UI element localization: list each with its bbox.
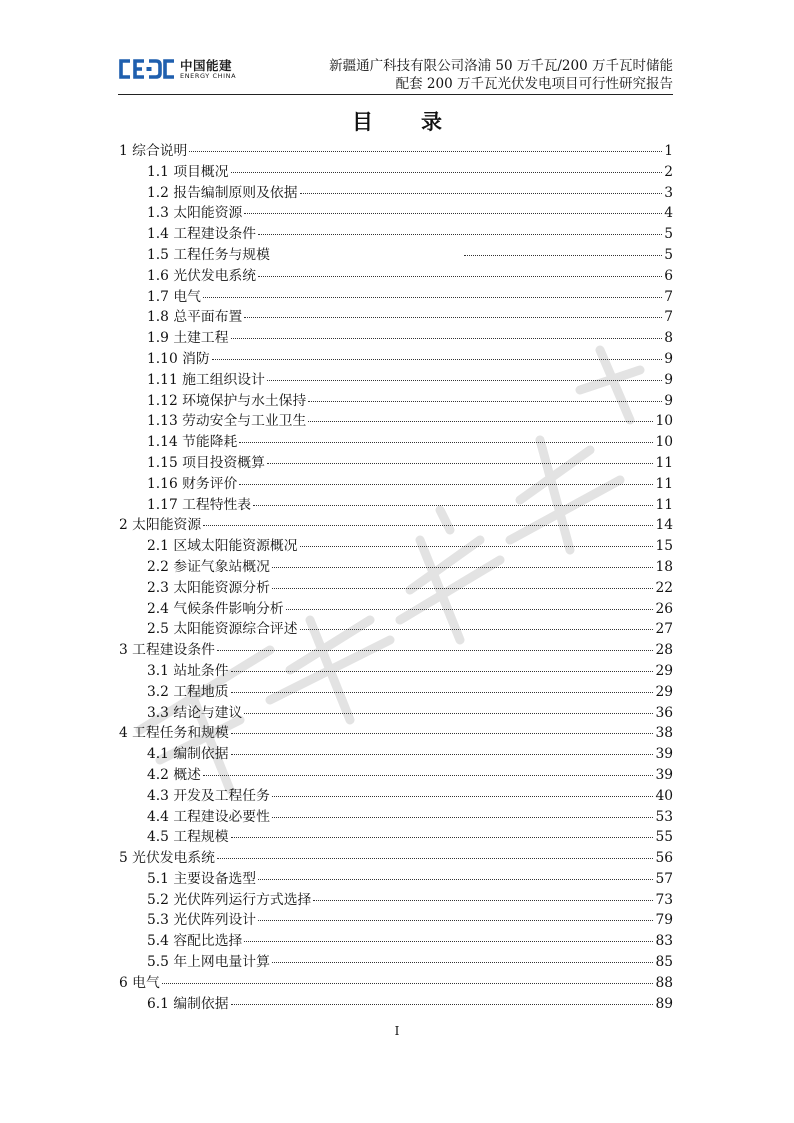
toc-entry[interactable]: [119, 474, 673, 495]
toc-entry[interactable]: [119, 786, 673, 807]
toc-leader-dots: [267, 463, 654, 464]
toc-entry[interactable]: [119, 307, 673, 328]
toc-entry-page: 15: [655, 538, 673, 555]
toc-entry-label: 1.7 电气: [147, 288, 201, 305]
toc-entry-page: 2: [664, 163, 673, 180]
toc-leader-dots: [258, 920, 653, 921]
toc-entry-label: 1.2 报告编制原则及依据: [147, 184, 298, 201]
toc-entry[interactable]: [119, 515, 673, 536]
toc-entry-page: 10: [655, 413, 673, 430]
toc-entry-page: 7: [664, 309, 673, 326]
toc-entry-label: 1.14 节能降耗: [147, 434, 238, 451]
toc-leader-dots: [239, 442, 653, 443]
toc-entry[interactable]: [119, 931, 673, 952]
toc-entry[interactable]: [119, 183, 673, 204]
toc-leader-dots: [286, 609, 654, 610]
toc-entry-page: 36: [655, 704, 673, 721]
toc-leader-dots: [231, 338, 663, 339]
toc-leader-dots: [203, 775, 654, 776]
toc-entry-page: 88: [655, 974, 673, 991]
toc-leader-dots: [253, 505, 653, 506]
toc-entry-page: 83: [655, 933, 673, 950]
toc-entry-label: 3 工程建设条件: [119, 642, 215, 659]
toc-entry-label: 5.2 光伏阵列运行方式选择: [147, 891, 312, 908]
toc-entry-label: 1.4 工程建设条件: [147, 226, 257, 243]
toc-leader-dots: [308, 421, 653, 422]
toc-entry-page: 73: [655, 891, 673, 908]
toc-entry-label: 2.2 参证气象站概况: [147, 558, 270, 575]
logo-english-text: ENERGY CHINA: [180, 72, 237, 80]
toc-entry-page: 8: [664, 330, 673, 347]
toc-entry[interactable]: [119, 224, 673, 245]
toc-entry-label: 1.6 光伏发电系统: [147, 267, 257, 284]
toc-entry[interactable]: [119, 328, 673, 349]
toc-entry-label: 4.1 编制依据: [147, 746, 229, 763]
toc-leader-dots: [308, 401, 662, 402]
toc-leader-dots: [212, 359, 663, 360]
toc-entry-label: 2.1 区域太阳能资源概况: [147, 538, 298, 555]
toc-leader-dots: [162, 983, 654, 984]
toc-entry[interactable]: [119, 578, 673, 599]
energy-china-logo: [118, 56, 250, 82]
toc-entry-page: 22: [655, 579, 673, 596]
toc-leader-dots: [231, 733, 654, 734]
toc-leader-dots: [244, 713, 653, 714]
toc-entry[interactable]: [119, 203, 673, 224]
toc-leader-dots: [267, 380, 662, 381]
toc-entry[interactable]: [119, 557, 673, 578]
toc-entry-page: 85: [655, 954, 673, 971]
toc-entry-page: 5: [664, 246, 673, 263]
toc-leader-dots: [231, 172, 663, 173]
toc-heading-char-1: 目: [352, 109, 373, 134]
toc-entry-label: 1.10 消防: [147, 350, 210, 367]
toc-leader-dots: [244, 213, 662, 214]
toc-entry-label: 4.3 开发及工程任务: [147, 787, 270, 804]
toc-entry-label: 1.3 太阳能资源: [147, 205, 243, 222]
toc-entry[interactable]: [119, 162, 673, 183]
toc-entry-page: 27: [655, 621, 673, 638]
toc-entry[interactable]: [119, 411, 673, 432]
toc-entry[interactable]: [119, 661, 673, 682]
toc-leader-dots: [272, 588, 654, 589]
toc-leader-dots: [313, 900, 653, 901]
toc-entry-label: 3.2 工程地质: [147, 683, 229, 700]
toc-entry[interactable]: [119, 890, 673, 911]
toc-entry-label: 5 光伏发电系统: [119, 850, 215, 867]
toc-entry-label: 2.3 太阳能资源分析: [147, 579, 270, 596]
toc-entry-label: 4 工程任务和规模: [119, 725, 229, 742]
ceec-logo-icon: [118, 58, 176, 80]
toc-leader-dots: [258, 234, 662, 235]
header-divider: [118, 94, 673, 95]
toc-entry-label: 1.5 工程任务与规模: [147, 246, 270, 263]
toc-entry[interactable]: [119, 973, 673, 994]
toc-leader-dots: [231, 754, 654, 755]
toc-leader-dots: [300, 629, 654, 630]
toc-entry[interactable]: [119, 703, 673, 724]
toc-entry[interactable]: [119, 349, 673, 370]
toc-leader-dots: [272, 255, 662, 256]
toc-entry-page: 4: [664, 205, 673, 222]
toc-entry-page: 1: [664, 143, 673, 159]
toc-entry-page: 5: [664, 226, 673, 243]
toc-entry-page: 6: [664, 267, 673, 284]
toc-leader-dots: [244, 941, 653, 942]
toc-entry[interactable]: [119, 432, 673, 453]
toc-entry[interactable]: [119, 453, 673, 474]
toc-entry-page: 89: [655, 995, 673, 1012]
toc-leader-dots: [231, 671, 654, 672]
header-title-line-1: 新疆通广科技有限公司洛浦 50 万千瓦/200 万千瓦时储能: [329, 58, 673, 74]
toc-leader-dots: [300, 193, 663, 194]
toc-entry-label: 4.4 工程建设必要性: [147, 808, 270, 825]
toc-entry[interactable]: [119, 682, 673, 703]
toc-entry-page: 11: [655, 454, 673, 471]
toc-entry-label: 1.11 施工组织设计: [147, 371, 265, 388]
toc-entry-page: 29: [655, 683, 673, 700]
toc-entry-page: 9: [664, 371, 673, 388]
toc-entry-page: 26: [655, 600, 673, 617]
toc-entry-page: 10: [655, 434, 673, 451]
toc-leader-dots: [203, 297, 662, 298]
toc-heading: [0, 106, 794, 136]
toc-leader-dots: [258, 276, 662, 277]
toc-entry-label: 6.1 编制依据: [147, 995, 229, 1012]
toc-leader-dots: [217, 650, 653, 651]
report-header-title: [329, 57, 673, 93]
toc-entry-label: 5.1 主要设备选型: [147, 870, 257, 887]
toc-leader-dots: [272, 567, 654, 568]
toc-entry[interactable]: [119, 141, 673, 162]
toc-entry[interactable]: [119, 848, 673, 869]
toc-entry-page: 7: [664, 288, 673, 305]
toc-entry[interactable]: [119, 827, 673, 848]
toc-entry[interactable]: [119, 765, 673, 786]
toc-entry-label: 2.4 气候条件影响分析: [147, 600, 284, 617]
toc-entry-label: 3.3 结论与建议: [147, 704, 243, 721]
toc-entry[interactable]: [119, 495, 673, 516]
toc-entry[interactable]: [119, 744, 673, 765]
toc-entry-label: 1.12 环境保护与水土保持: [147, 392, 307, 409]
toc-entry-page: 28: [655, 642, 673, 659]
toc-leader-dots: [239, 484, 653, 485]
toc-entry-label: 5.4 容配比选择: [147, 933, 243, 950]
toc-entry-label: 2 太阳能资源: [119, 517, 202, 534]
toc-entry-label: 1.13 劳动安全与工业卫生: [147, 413, 307, 430]
toc-heading-char-2: 录: [421, 109, 442, 134]
toc-entry-label: 6 电气: [119, 974, 160, 991]
toc-entry-page: 9: [664, 350, 673, 367]
toc-leader-dots: [231, 837, 654, 838]
toc-entry[interactable]: [119, 952, 673, 973]
toc-entry[interactable]: [119, 910, 673, 931]
logo-chinese-text: 中国能建: [180, 58, 233, 73]
toc-leader-dots: [272, 817, 654, 818]
toc-entry-label: 1.1 项目概况: [147, 163, 229, 180]
toc-entry[interactable]: [119, 370, 673, 391]
toc-leader-dots: [231, 692, 654, 693]
toc-entry[interactable]: [119, 723, 673, 744]
toc-entry-page: 39: [655, 766, 673, 783]
toc-entry-page: 57: [655, 870, 673, 887]
toc-entry[interactable]: [119, 245, 673, 266]
toc-entry-label: 1 综合说明: [119, 143, 188, 159]
toc-leader-dots: [189, 151, 662, 152]
header-title-line-2: 配套 200 万千瓦光伏发电项目可行性研究报告: [395, 76, 673, 92]
toc-entry-page: 11: [655, 475, 673, 492]
table-of-contents: [119, 141, 673, 1014]
toc-entry-label: 4.5 工程规模: [147, 829, 229, 846]
toc-entry-page: 3: [664, 184, 673, 201]
toc-entry-page: 53: [655, 808, 673, 825]
toc-entry-page: 29: [655, 662, 673, 679]
toc-leader-dots: [272, 962, 654, 963]
toc-leader-dots: [244, 317, 662, 318]
toc-entry[interactable]: [119, 287, 673, 308]
toc-entry-label: 1.15 项目投资概算: [147, 454, 265, 471]
toc-entry-page: 79: [655, 912, 673, 929]
toc-leader-dots: [231, 1004, 654, 1005]
toc-entry-page: 11: [655, 496, 673, 513]
toc-leader-dots: [272, 796, 654, 797]
toc-entry-label: 5.3 光伏阵列设计: [147, 912, 257, 929]
toc-entry-label: 5.5 年上网电量计算: [147, 954, 270, 971]
toc-entry[interactable]: [119, 994, 673, 1015]
toc-entry-label: 1.16 财务评价: [147, 475, 238, 492]
toc-leader-dots: [203, 525, 653, 526]
toc-entry-label: 3.1 站址条件: [147, 662, 229, 679]
toc-leader-dots: [217, 858, 653, 859]
toc-entry[interactable]: [119, 599, 673, 620]
toc-entry-page: 55: [655, 829, 673, 846]
toc-entry-page: 18: [655, 558, 673, 575]
toc-leader-dots: [258, 879, 653, 880]
toc-entry-page: 14: [655, 517, 673, 534]
toc-entry-label: 2.5 太阳能资源综合评述: [147, 621, 298, 638]
toc-entry-label: 1.9 土建工程: [147, 330, 229, 347]
toc-entry-label: 4.2 概述: [147, 766, 201, 783]
page-number: I: [394, 1024, 400, 1038]
toc-entry[interactable]: [119, 536, 673, 557]
toc-entry[interactable]: [119, 869, 673, 890]
toc-entry-page: 9: [664, 392, 673, 409]
toc-entry[interactable]: [119, 391, 673, 412]
toc-leader-dots: [300, 546, 654, 547]
toc-entry-page: 38: [655, 725, 673, 742]
toc-entry-page: 39: [655, 746, 673, 763]
toc-entry[interactable]: [119, 640, 673, 661]
toc-entry[interactable]: [119, 807, 673, 828]
toc-entry[interactable]: [119, 619, 673, 640]
toc-entry-page: 40: [655, 787, 673, 804]
toc-entry-label: 1.17 工程特性表: [147, 496, 252, 513]
toc-entry[interactable]: [119, 266, 673, 287]
toc-entry-page: 56: [655, 850, 673, 867]
toc-entry-label: 1.8 总平面布置: [147, 309, 243, 326]
